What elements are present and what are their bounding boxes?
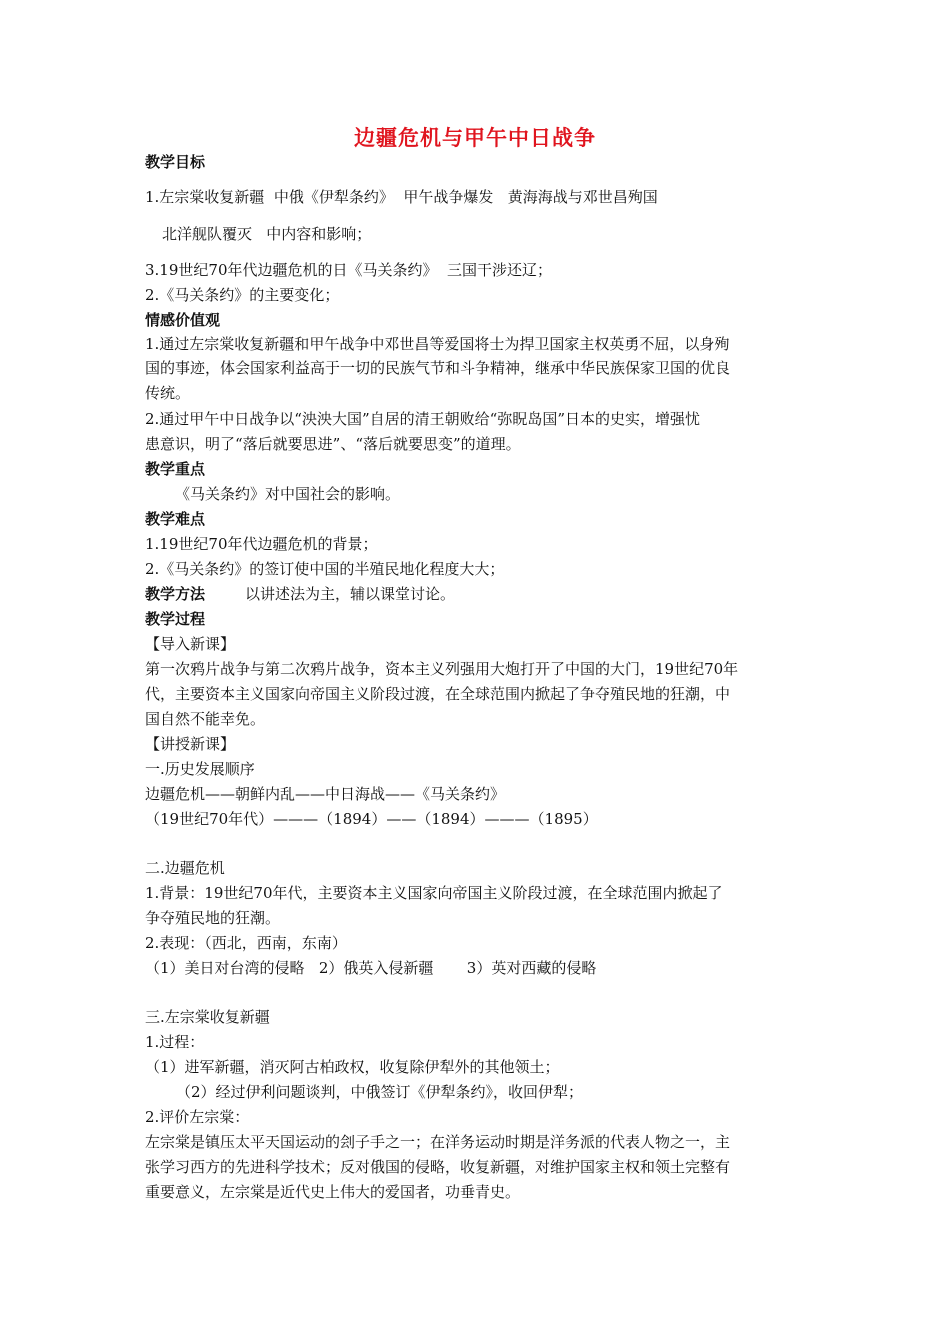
section3-evaluation-1: 左宗棠是镇压太平天国运动的刽子手之一；在洋务运动时期是洋务派的代表人物之一，主: [145, 1133, 731, 1151]
section2-heading: 二.边疆危机: [145, 859, 225, 877]
objectives-line-2: 北洋舰队覆灭 中内容和影响；: [162, 225, 372, 243]
process-heading: 教学过程: [145, 610, 206, 628]
difficulty-line-1: 1.19世纪70年代边疆危机的背景；: [145, 535, 378, 553]
difficulty-heading: 教学难点: [145, 510, 206, 528]
section2-manifestation: 2.表现：（西北，西南，东南）: [145, 934, 347, 952]
values-paragraph-2a: 2.通过甲午中日战争以“泱泱大国”自居的清王朝败给“弥眖岛国”日本的史实，增强忧: [145, 410, 700, 428]
intro-heading: 【导入新课】: [145, 635, 236, 653]
section3-evaluation-3: 重要意义，左宗棠是近代史上伟大的爱国者，功垂青史。: [145, 1183, 521, 1201]
method-heading: 教学方法: [145, 585, 206, 603]
section3-evaluation-label: 2.评价左宗棠：: [145, 1108, 250, 1126]
key-point-text: 《马关条约》对中国社会的影响。: [175, 485, 401, 503]
values-paragraph-2b: 患意识，明了“落后就要思进”、“落后就要思变”的道理。: [145, 435, 521, 453]
values-paragraph-1c: 传统。: [145, 384, 191, 402]
section2-items: （1）美日对台湾的侵略 2）俄英入侵新疆 3）英对西藏的侵略: [145, 959, 597, 977]
intro-line-3: 国自然不能幸免。: [145, 710, 266, 728]
objectives-heading: 教学目标: [145, 153, 206, 171]
section2-background-1: 1.背景：19世纪70年代，主要资本主义国家向帝国主义阶段过渡，在全球范围内掀起了: [145, 884, 723, 902]
section3-process-label: 1.过程：: [145, 1033, 205, 1051]
method-text: 以讲述法为主，辅以课堂讨论。: [245, 585, 456, 603]
section3-heading: 三.左宗棠收复新疆: [145, 1008, 270, 1026]
section3-process-2: （2）经过伊利问题谈判，中俄签订《伊犁条约》，收回伊犁；: [176, 1083, 584, 1101]
values-paragraph-1a: 1.通过左宗棠收复新疆和甲午战争中邓世昌等爱国将士为捍卫国家主权英勇不屈，以身殉: [145, 335, 730, 353]
objectives-line-4: 2.《马关条约》的主要变化；: [145, 286, 340, 304]
values-heading: 情感价值观: [145, 311, 221, 329]
objectives-line-3: 3.19世纪70年代边疆危机的日《马关条约》 三国干涉还辽；: [145, 261, 553, 279]
document-title: 边疆危机与甲午中日战争: [354, 126, 596, 150]
difficulty-line-2: 2.《马关条约》的签订使中国的半殖民地化程度大大；: [145, 560, 505, 578]
key-point-heading: 教学重点: [145, 460, 206, 478]
intro-line-2: 代，主要资本主义国家向帝国主义阶段过渡，在全球范围内掀起了争夺殖民地的狂潮，中: [145, 685, 731, 703]
section1-heading: 一.历史发展顺序: [145, 760, 255, 778]
section3-process-1: （1）进军新疆，消灭阿古柏政权，收复除伊犁外的其他领土；: [145, 1058, 560, 1076]
section2-background-2: 争夺殖民地的狂潮。: [145, 909, 281, 927]
intro-line-1: 第一次鸦片战争与第二次鸦片战争，资本主义列强用大炮打开了中国的大门，19世纪70年: [145, 660, 739, 678]
section1-sequence: 边疆危机——朝鲜内乱——中日海战——《马关条约》: [145, 785, 506, 803]
new-lesson-heading: 【讲授新课】: [145, 735, 236, 753]
values-paragraph-1b: 国的事迹，体会国家利益高于一切的民族气节和斗争精神，继承中华民族保家卫国的优良: [145, 359, 731, 377]
section1-years: （19世纪70年代）———（1894）——（1894）———（1895）: [145, 810, 598, 828]
section3-evaluation-2: 张学习西方的先进科学技术；反对俄国的侵略，收复新疆，对维护国家主权和领土完整有: [145, 1158, 731, 1176]
objectives-line-1: 1.左宗棠收复新疆 中俄《伊犁条约》 甲午战争爆发 黄海海战与邓世昌殉国: [145, 188, 658, 206]
